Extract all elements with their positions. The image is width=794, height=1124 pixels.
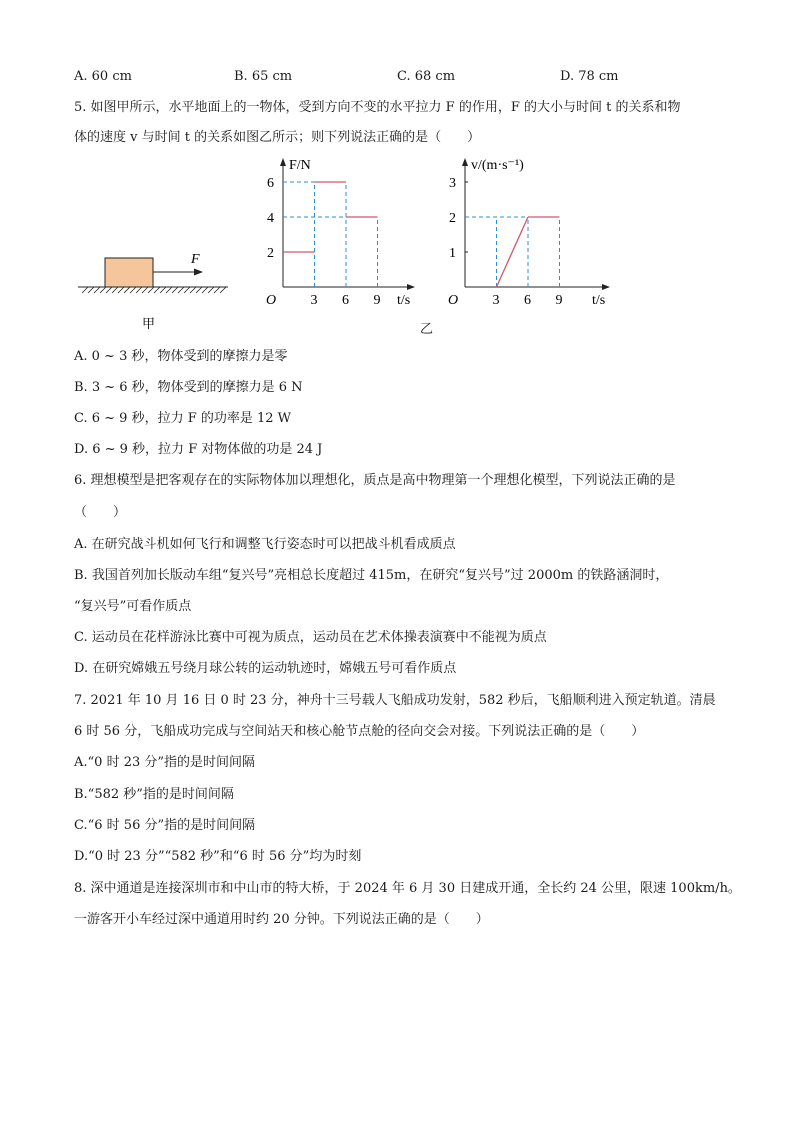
x-axis-label: t/s xyxy=(592,293,606,308)
chart-velocity-time xyxy=(440,155,630,310)
q6-option-c: C. 运动员在花样游泳比赛中可视为质点，运动员在艺术体操表演赛中不能视为质点 xyxy=(74,630,547,645)
x-tick-label: 9 xyxy=(555,293,563,308)
y-tick-label: 3 xyxy=(449,176,456,191)
x-tick-label: 3 xyxy=(310,293,318,308)
q4-option-b: B. 65 cm xyxy=(234,69,293,84)
q8-stem-line-1: 8. 深中通道是连接深圳市和中山市的特大桥，于 2024 年 6 月 30 日建成开通，全长约 24 公里，限速 100km/h。 xyxy=(74,881,741,896)
x-tick-label: 3 xyxy=(492,293,500,308)
q7-option-c: C.“6 时 56 分”指的是时间间隔 xyxy=(74,818,256,833)
q6-option-a: A. 在研究战斗机如何飞行和调整飞行姿态时可以把战斗机看成质点 xyxy=(74,537,456,552)
q4-options xyxy=(74,68,734,86)
origin-label: O xyxy=(448,293,459,308)
x-tick-label: 6 xyxy=(524,293,531,308)
q6-stem-line-2: （ ） xyxy=(74,505,127,520)
q6-stem-line-1: 6. 理想模型是把客观存在的实际物体加以理想化，质点是高中物理第一个理想化模型，下列说法正确的是 xyxy=(74,473,676,488)
q5-stem-line-2: 体的速度 v 与时间 t 的关系如图乙所示；则下列说法正确的是（ ） xyxy=(74,130,481,145)
y-tick-label: 4 xyxy=(267,211,274,226)
q7-option-a: A.“0 时 23 分”指的是时间间隔 xyxy=(74,755,256,770)
q7-option-b: B.“582 秒”指的是时间间隔 xyxy=(74,787,234,802)
origin-label: O xyxy=(266,293,277,308)
q6-option-b: B. 我国首列加长版动车组“复兴号”亮相总长度超过 415m，在研究“复兴号”过 2000m 的铁路涵洞时， xyxy=(74,568,669,583)
figure-yi-caption: 乙 xyxy=(420,322,434,337)
q6-option-d: D. 在研究嫦娥五号绕月球公转的运动轨迹时，嫦娥五号可看作质点 xyxy=(74,661,457,676)
q5-option-b: B. 3 ~ 6 秒，物体受到的摩擦力是 6 N xyxy=(74,380,303,395)
x-axis-label: t/s xyxy=(397,293,411,308)
y-axis-arrow xyxy=(280,158,286,166)
x-tick-label: 9 xyxy=(373,293,381,308)
block xyxy=(105,258,153,287)
y-axis-arrow xyxy=(462,158,468,166)
q5-option-d: D. 6 ~ 9 秒，拉力 F 对物体做的功是 24 J xyxy=(74,442,323,457)
q5-option-c: C. 6 ~ 9 秒，拉力 F 的功率是 12 W xyxy=(74,411,292,426)
q5-stem-line-1: 5. 如图甲所示，水平地面上的一物体，受到方向不变的水平拉力 F 的作用，F 的大小与时间 t 的关系和物 xyxy=(74,100,681,115)
q4-option-c: C. 68 cm xyxy=(397,69,456,84)
q8-stem-line-2: 一游客开小车经过深中通道用时约 20 分钟。下列说法正确的是（ ） xyxy=(74,912,489,927)
force-label: F xyxy=(191,252,200,267)
y-tick-label: 6 xyxy=(267,176,274,191)
q6-option-b-cont: “复兴号”可看作质点 xyxy=(74,599,192,614)
q4-option-d: D. 78 cm xyxy=(560,69,619,84)
q7-stem-line-2: 6 时 56 分，飞船成功完成与空间站天和核心舱节点舱的径向交会对接。下列说法正确的是（ ） xyxy=(74,724,645,739)
q7-stem-line-1: 7. 2021 年 10 月 16 日 0 时 23 分，神舟十三号载人飞船成功发射，582 秒后，飞船顺利进入预定轨道。清晨 xyxy=(74,693,716,708)
q7-option-d: D.“0 时 23 分”“582 秒”和“6 时 56 分”均为时刻 xyxy=(74,849,362,864)
figure-jia xyxy=(70,238,240,338)
force-arrow-head xyxy=(194,269,203,276)
x-axis-arrow xyxy=(602,284,610,290)
y-tick-label: 1 xyxy=(449,246,456,261)
y-tick-label: 2 xyxy=(449,211,456,226)
figure-jia-caption: 甲 xyxy=(142,316,156,331)
x-axis-arrow xyxy=(407,284,415,290)
y-axis-label: v/(m·s⁻¹) xyxy=(471,158,524,173)
q4-option-a: A. 60 cm xyxy=(74,69,132,84)
y-tick-label: 2 xyxy=(267,246,274,261)
chart-force-time xyxy=(255,155,435,310)
q5-option-a: A. 0 ~ 3 秒，物体受到的摩擦力是零 xyxy=(74,349,288,364)
ground-hatch xyxy=(82,287,226,293)
x-tick-label: 6 xyxy=(342,293,349,308)
y-axis-label: F/N xyxy=(289,158,311,173)
velocity-segment xyxy=(497,217,529,287)
